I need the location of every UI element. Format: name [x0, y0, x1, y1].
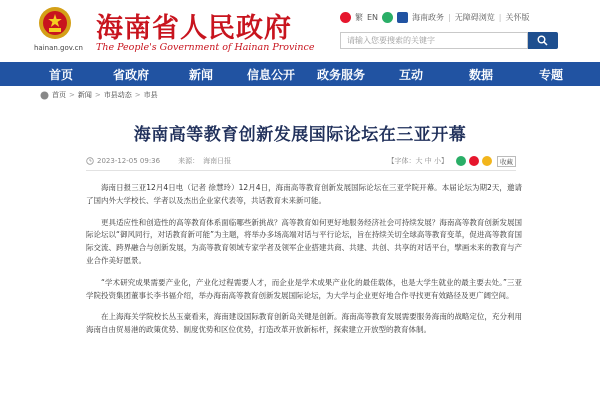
source-name: 海南日报 — [203, 157, 232, 165]
article-paragraph: 在上海海关学院校长丛玉豪看来，海南建设国际教育创新岛关键是创新。海南高等教育发展需要服务海南的战略定位，充分利用海南自由贸易港的政策优势、制度优势和区位优势，打造改革开放新标杆，探索建立开放型的教育体制。 — [86, 312, 522, 335]
main-nav — [0, 62, 600, 86]
nav-item-home[interactable]: 首页 — [48, 67, 73, 82]
article-meta — [86, 154, 516, 168]
article — [40, 106, 560, 400]
top-links — [340, 10, 529, 24]
search-icon — [537, 35, 548, 46]
english-link[interactable]: EN — [367, 12, 379, 22]
share-bar — [456, 156, 516, 167]
search-button[interactable] — [528, 32, 558, 49]
article-paragraph: “学术研究成果需要产业化，产业化过程需要人才，而企业是学术成果产业化的最佳载体，也是大学生就业的最主要去处。”三亚学院投资集团董事长李书福介绍，举办海南高等教育创新发展国际论坛，为大学与企业更好地合作寻找更有效路径及更广阔空间。 — [86, 277, 522, 300]
nav-item-interaction[interactable]: 互动 — [398, 67, 423, 82]
hainan-gov-service-link[interactable]: 海南政务 — [412, 12, 445, 22]
breadcrumb-county[interactable]: 市县 — [143, 91, 158, 99]
article-paragraph: 海南日报三亚12月4日电（记者 徐慧玲）12月4日，海南高等教育创新发展国际论坛在三亚学院开幕。本届论坛为期2天，邀请了国内外大学校长、学者以及杰出企业家代表等，共话教育未来新可能。 — [86, 183, 522, 205]
wechat-icon[interactable] — [456, 156, 466, 166]
weibo-icon[interactable] — [469, 156, 479, 166]
national-emblem-icon[interactable] — [38, 6, 72, 40]
divider — [86, 170, 516, 171]
breadcrumb-separator: > — [69, 91, 75, 99]
font-size-control[interactable]: 【字体：大 中 小】 — [387, 157, 448, 165]
breadcrumb-separator: > — [134, 91, 141, 99]
app-icon[interactable] — [397, 12, 408, 23]
breadcrumb-separator: > — [94, 91, 101, 99]
divider: | — [498, 12, 502, 22]
site-title[interactable]: 海南省人民政府 — [96, 13, 292, 44]
publish-date: 2023-12-05 09:36 — [97, 157, 161, 165]
source-label: 来源： — [178, 157, 200, 165]
search-input[interactable]: 请输入您要搜索的关键字 — [340, 32, 528, 49]
traditional-chinese-link[interactable]: 繁 — [355, 12, 363, 22]
care-mode-link[interactable]: 关怀版 — [505, 12, 530, 22]
weibo-icon[interactable] — [340, 12, 351, 23]
nav-item-disclosure[interactable]: 信息公开 — [246, 67, 295, 82]
divider: | — [448, 12, 451, 22]
nav-item-news[interactable]: 新闻 — [188, 67, 213, 82]
nav-item-government[interactable]: 省政府 — [112, 67, 149, 82]
breadcrumb-county-news[interactable]: 市县动态 — [103, 91, 132, 99]
accessibility-link[interactable]: 无障碍浏览 — [454, 12, 495, 22]
article-paragraph: 更具适应性和创造性的高等教育体系面临哪些新挑战？高等教育如何更好地服务经济社会可持续发展？海南高等教育创新发展国际论坛以“御风同行，对话教育新可能”为主题，将举办多场高端对话与平行论坛，旨在持续关切全球高等教育变革，促进高等教育国际交流、跨界融合与创新发展，为高等教育领域专家学者及领军企业搭建共商、共建、共创、共享的对话平台，擘画未来的教育与产业合作美好愿景。 — [86, 217, 522, 265]
qzone-icon[interactable] — [482, 156, 492, 166]
site-url: hainan.gov.cn — [34, 44, 83, 52]
nav-item-services[interactable]: 政务服务 — [316, 67, 365, 82]
home-icon — [40, 91, 49, 100]
article-body — [86, 182, 522, 346]
nav-item-data[interactable]: 数据 — [468, 67, 493, 82]
wechat-icon[interactable] — [382, 12, 393, 23]
site-header — [0, 0, 600, 60]
clock-icon — [86, 157, 94, 165]
breadcrumb-news[interactable]: 新闻 — [77, 91, 92, 99]
breadcrumb — [40, 88, 560, 102]
favorite-button[interactable]: 收藏 — [497, 156, 516, 167]
site-subtitle: The People's Government of Hainan Province — [96, 42, 315, 53]
nav-item-topics[interactable]: 专题 — [538, 67, 563, 82]
breadcrumb-home[interactable]: 首页 — [52, 91, 66, 99]
article-title: 海南高等教育创新发展国际论坛在三亚开幕 — [133, 125, 467, 145]
